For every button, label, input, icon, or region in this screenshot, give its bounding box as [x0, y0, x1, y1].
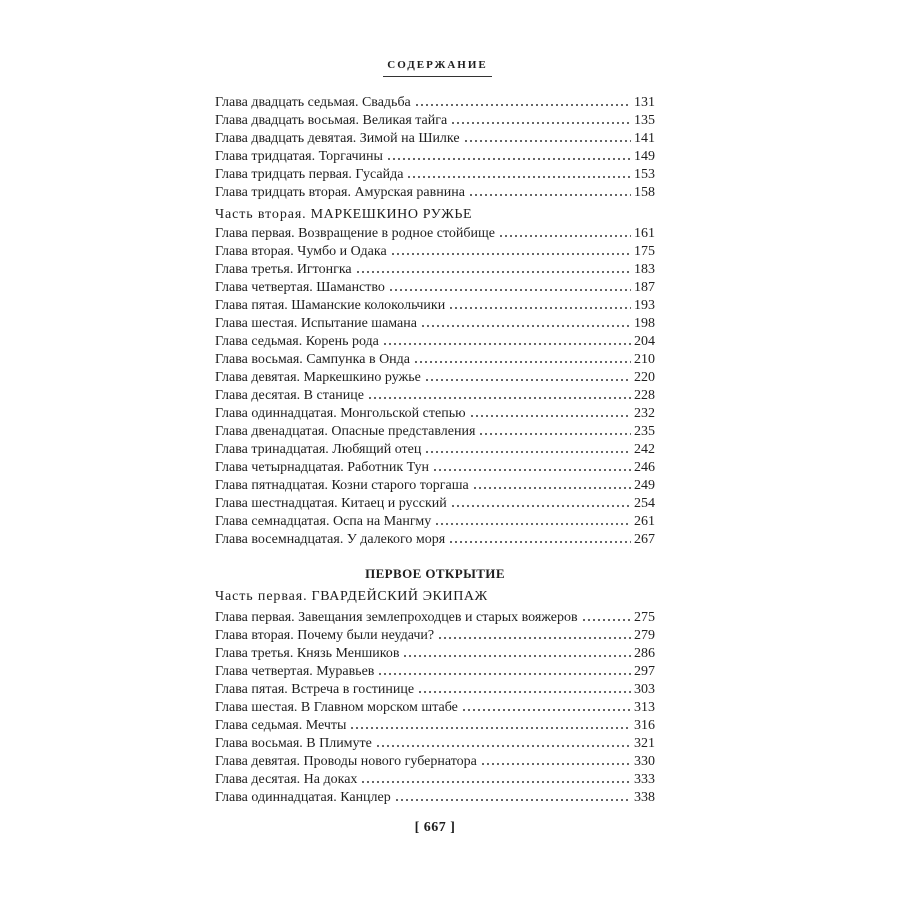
- toc-entry: [215, 297, 655, 315]
- dot-leader: [471, 415, 631, 417]
- toc-entry: [215, 441, 655, 459]
- page-ref: 228: [634, 388, 655, 403]
- part-title: МАРКЕШКИНО РУЖЬЕ: [310, 207, 473, 222]
- toc-entry: [215, 279, 655, 297]
- chapter-list: [215, 225, 655, 549]
- part-label: Часть первая.: [215, 589, 308, 604]
- running-head: СОДЕРЖАНИЕ: [383, 58, 492, 77]
- chapter-title: Глава восьмая. В Плимуте: [215, 736, 372, 751]
- dot-leader: [404, 655, 631, 657]
- part-heading: [215, 206, 655, 224]
- chapter-title: Глава пятая. Встреча в гостинице: [215, 682, 415, 697]
- chapter-title: Глава десятая. В станице: [215, 388, 364, 403]
- chapter-title: Глава одиннадцатая. Канцлер: [215, 790, 391, 805]
- chapter-title: Глава седьмая. Корень рода: [215, 334, 379, 349]
- toc-entry: [215, 405, 655, 423]
- toc-entry: [215, 699, 655, 717]
- toc-entry: [215, 681, 655, 699]
- chapter-title: Глава четырнадцатая. Работник Тун: [215, 460, 429, 475]
- toc-entry: [215, 387, 655, 405]
- dot-leader: [463, 709, 631, 711]
- chapter-title: Глава третья. Игтонгка: [215, 262, 352, 277]
- page-ref: 297: [634, 664, 655, 679]
- toc-entry: [215, 753, 655, 771]
- dot-leader: [426, 451, 631, 453]
- page-ref: 242: [634, 442, 655, 457]
- dot-leader: [362, 781, 631, 783]
- toc-entry: [215, 609, 655, 627]
- page-ref: 187: [634, 280, 655, 295]
- chapter-title: Глава девятая. Маркешкино ружье: [215, 370, 421, 385]
- chapter-title: Глава первая. Завещания землепроходцев и старых вояжеров: [215, 610, 578, 625]
- page-ref: 149: [634, 149, 655, 164]
- dot-leader: [426, 379, 631, 381]
- dot-leader: [416, 104, 631, 106]
- toc-entry: [215, 166, 655, 184]
- dot-leader: [470, 194, 631, 196]
- page-ref: 303: [634, 682, 655, 697]
- toc-entry: [215, 351, 655, 369]
- chapter-title: Глава семнадцатая. Оспа на Мангму: [215, 514, 432, 529]
- chapter-title: Глава шестая. Испытание шамана: [215, 316, 417, 331]
- toc-entry: [215, 261, 655, 279]
- page-ref: 141: [634, 131, 655, 146]
- chapter-title: Глава двадцать восьмая. Великая тайга: [215, 113, 448, 128]
- page-ref: 193: [634, 298, 655, 313]
- chapter-title: Глава вторая. Чумбо и Одака: [215, 244, 387, 259]
- dot-leader: [357, 271, 631, 273]
- chapter-title: Глава пятнадцатая. Козни старого торгаша: [215, 478, 469, 493]
- page-ref: 249: [634, 478, 655, 493]
- page-ref: 313: [634, 700, 655, 715]
- chapter-title: Глава восьмая. Сампунка в Онда: [215, 352, 411, 367]
- dot-leader: [450, 541, 631, 543]
- dot-leader: [396, 799, 631, 801]
- dot-leader: [384, 343, 631, 345]
- dot-leader: [408, 176, 631, 178]
- page-ref: 338: [634, 790, 655, 805]
- dot-leader: [500, 235, 631, 237]
- dot-leader: [390, 289, 631, 291]
- chapter-title: Глава восемнадцатая. У далекого моря: [215, 532, 446, 547]
- toc-entry: [215, 717, 655, 735]
- dot-leader: [388, 158, 631, 160]
- chapter-title: Глава десятая. На доках: [215, 772, 358, 787]
- page-ref: 279: [634, 628, 655, 643]
- toc-entry: [215, 459, 655, 477]
- page-ref: 330: [634, 754, 655, 769]
- chapter-title: Глава тридцать вторая. Амурская равнина: [215, 185, 465, 200]
- page-ref: 131: [634, 95, 655, 110]
- dot-leader: [439, 637, 631, 639]
- page-ref: 153: [634, 167, 655, 182]
- table-of-contents: [215, 94, 655, 837]
- dot-leader: [369, 397, 631, 399]
- page-ref: 135: [634, 113, 655, 128]
- page-ref: 158: [634, 185, 655, 200]
- page-ref: 333: [634, 772, 655, 787]
- dot-leader: [450, 307, 631, 309]
- page-ref: 321: [634, 736, 655, 751]
- toc-entry: [215, 243, 655, 261]
- toc-entry: [215, 477, 655, 495]
- chapter-title: Глава тридцатая. Торгачины: [215, 149, 383, 164]
- toc-entry: [215, 627, 655, 645]
- chapter-title: Глава тринадцатая. Любящий отец: [215, 442, 422, 457]
- page-ref: 267: [634, 532, 655, 547]
- dot-leader: [482, 763, 631, 765]
- toc-entry: [215, 663, 655, 681]
- toc-entry: [215, 423, 655, 441]
- part-label: Часть вторая.: [215, 207, 307, 222]
- page-ref: 161: [634, 226, 655, 241]
- chapter-title: Глава седьмая. Мечты: [215, 718, 347, 733]
- dot-leader: [422, 325, 631, 327]
- chapter-list: [215, 609, 655, 807]
- page-ref: 246: [634, 460, 655, 475]
- toc-entry: [215, 184, 655, 202]
- toc-entry: [215, 112, 655, 130]
- part-heading: [215, 588, 655, 606]
- toc-entry: [215, 495, 655, 513]
- page-ref: 175: [634, 244, 655, 259]
- chapter-title: Глава четвертая. Шаманство: [215, 280, 385, 295]
- page-ref: 316: [634, 718, 655, 733]
- dot-leader: [465, 140, 631, 142]
- toc-entry: [215, 130, 655, 148]
- chapter-title: Глава тридцать первая. Гусайда: [215, 167, 404, 182]
- chapter-title: Глава двенадцатая. Опасные представления: [215, 424, 476, 439]
- book-title: ПЕРВОЕ ОТКРЫТИЕ: [365, 566, 505, 581]
- dot-leader: [583, 619, 631, 621]
- page-ref: 254: [634, 496, 655, 511]
- dot-leader: [452, 122, 631, 124]
- dot-leader: [415, 361, 631, 363]
- chapter-title: Глава первая. Возвращение в родное стойбище: [215, 226, 496, 241]
- chapter-title: Глава третья. Князь Меншиков: [215, 646, 400, 661]
- dot-leader: [419, 691, 631, 693]
- part-title: ГВАРДЕЙСКИЙ ЭКИПАЖ: [311, 589, 488, 604]
- toc-entry: [215, 225, 655, 243]
- toc-entry: [215, 148, 655, 166]
- toc-entry: [215, 315, 655, 333]
- page-number: [ 667 ]: [414, 820, 456, 835]
- toc-entry: [215, 789, 655, 807]
- dot-leader: [377, 745, 631, 747]
- chapter-title: Глава четвертая. Муравьев: [215, 664, 375, 679]
- dot-leader: [434, 469, 631, 471]
- dot-leader: [474, 487, 631, 489]
- page-ref: 235: [634, 424, 655, 439]
- toc-entry: [215, 369, 655, 387]
- dot-leader: [436, 523, 631, 525]
- page-ref: 198: [634, 316, 655, 331]
- chapter-title: Глава двадцать седьмая. Свадьба: [215, 95, 411, 110]
- chapter-title: Глава шестнадцатая. Китаец и русский: [215, 496, 447, 511]
- toc-entry: [215, 645, 655, 663]
- chapter-title: Глава шестая. В Главном морском штабе: [215, 700, 458, 715]
- chapter-title: Глава двадцать девятая. Зимой на Шилке: [215, 131, 460, 146]
- page-ref: 183: [634, 262, 655, 277]
- toc-entry: [215, 333, 655, 351]
- dot-leader: [392, 253, 631, 255]
- dot-leader: [379, 673, 631, 675]
- toc-entry: [215, 531, 655, 549]
- page-ref: 210: [634, 352, 655, 367]
- page-ref: 261: [634, 514, 655, 529]
- page-ref: 220: [634, 370, 655, 385]
- page-ref: 275: [634, 610, 655, 625]
- dot-leader: [480, 433, 631, 435]
- dot-leader: [351, 727, 631, 729]
- toc-entry: [215, 513, 655, 531]
- chapter-list: [215, 94, 655, 202]
- chapter-title: Глава вторая. Почему были неудачи?: [215, 628, 435, 643]
- page-ref: 232: [634, 406, 655, 421]
- toc-entry: [215, 771, 655, 789]
- chapter-title: Глава девятая. Проводы нового губернатора: [215, 754, 477, 769]
- page-ref: 204: [634, 334, 655, 349]
- chapter-title: Глава одиннадцатая. Монгольской степью: [215, 406, 466, 421]
- page-ref: 286: [634, 646, 655, 661]
- dot-leader: [452, 505, 631, 507]
- toc-entry: [215, 735, 655, 753]
- toc-entry: [215, 94, 655, 112]
- chapter-title: Глава пятая. Шаманские колокольчики: [215, 298, 446, 313]
